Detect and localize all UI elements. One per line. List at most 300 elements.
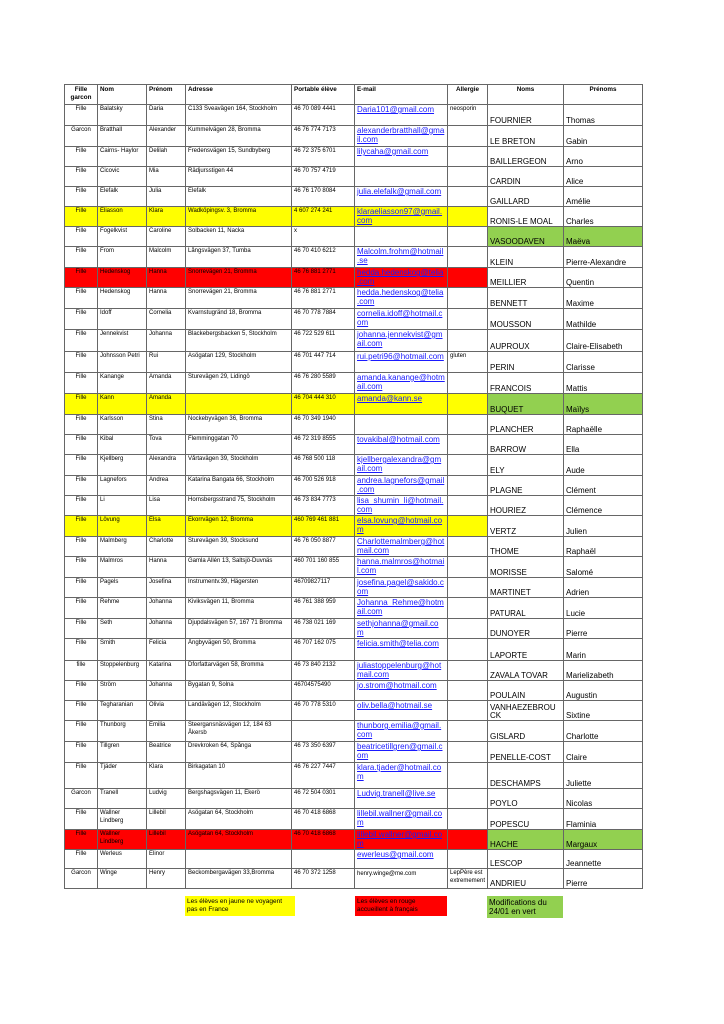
cell-portable: 46 76 774 7173 (292, 126, 355, 147)
cell-nom: Wallner Lindberg (98, 830, 147, 850)
cell-nom: Smith (98, 639, 147, 661)
cell-adresse: Kvarnstugränd 18, Bromma (186, 309, 292, 330)
cell-prenom: Mia (147, 167, 186, 187)
cell-adresse: Nockebyvägen 36, Bromma (186, 415, 292, 435)
cell-fille-garcon: Fille (65, 455, 98, 476)
cell-prenom: Josefina (147, 578, 186, 598)
cell-noms: MORISSE (488, 557, 564, 578)
cell-fille-garcon: Fille (65, 516, 98, 537)
table-row (65, 105, 643, 126)
cell-noms: MEILLIER (488, 268, 564, 288)
cell-prenom: Amanda (147, 394, 186, 415)
cell-prenom: Tova (147, 435, 186, 455)
cell-noms: FOURNIER (488, 105, 564, 126)
cell-prenom: Alexandra (147, 455, 186, 476)
cell-nom: Kanange (98, 373, 147, 394)
cell-email[interactable]: johanna.jennekvist@gmail.com (355, 330, 448, 352)
table-row (65, 227, 643, 247)
cell-email (355, 167, 448, 187)
cell-fille-garcon: Fille (65, 850, 98, 869)
cell-fille-garcon: Fille (65, 352, 98, 373)
table-row (65, 496, 643, 516)
cell-noms: POYLO (488, 789, 564, 809)
cell-prenom: Rui (147, 352, 186, 373)
cell-email[interactable]: lillebil.wallner@gmail.com (355, 809, 448, 830)
cell-noms: PENELLE-COST (488, 742, 564, 763)
cell-prenom: Johanna (147, 681, 186, 701)
cell-noms: DUNOYER (488, 619, 564, 639)
cell-prenom: Elinor (147, 850, 186, 869)
cell-allergie (448, 830, 488, 850)
cell-prenom: Johanna (147, 619, 186, 639)
cell-portable: 46 761 388 959 (292, 598, 355, 619)
cell-prenoms: Maxime (564, 288, 643, 309)
cell-email[interactable]: beatricetillgren@gmail.com (355, 742, 448, 763)
cell-noms: POULAIN (488, 681, 564, 701)
cell-prenoms: Julien (564, 516, 643, 537)
cell-nom: Malmros (98, 557, 147, 578)
cell-prenoms: Marielizabeth (564, 661, 643, 681)
cell-noms: ZAVALA TOVAR (488, 661, 564, 681)
cell-nom: Eliasson (98, 207, 147, 227)
cell-nom: Kibal (98, 435, 147, 455)
cell-fille-garcon: Fille (65, 763, 98, 789)
cell-noms: VANHAEZEBROUCK (488, 701, 564, 721)
cell-email[interactable]: lisa_shumin_li@hotmail.com (355, 496, 448, 516)
table-row (65, 288, 643, 309)
cell-portable: 46 70 778 5310 (292, 701, 355, 721)
cell-nom: Thunborg (98, 721, 147, 742)
cell-email[interactable]: Charlottemalmberg@hotmail.com (355, 537, 448, 557)
cell-prenoms: Aude (564, 455, 643, 476)
cell-prenoms: Raphaël (564, 537, 643, 557)
table-row (65, 681, 643, 701)
cell-portable: 46 738 021 169 (292, 619, 355, 639)
cell-allergie (448, 557, 488, 578)
cell-allergie (448, 598, 488, 619)
cell-nom: Tranell (98, 789, 147, 809)
cell-email[interactable]: andrea.lagnefors@gmail.com (355, 476, 448, 496)
cell-adresse: Asögatan 64, Stockholm (186, 830, 292, 850)
cell-allergie (448, 455, 488, 476)
cell-prenoms: Mattis (564, 373, 643, 394)
cell-portable: 46 72 375 6701 (292, 147, 355, 167)
cell-nom: Idoff (98, 309, 147, 330)
cell-email[interactable]: thunborg.emilia@gmail.com (355, 721, 448, 742)
cell-email[interactable]: kjellbergalexandra@gmail.com (355, 455, 448, 476)
cell-fille-garcon: Fille (65, 435, 98, 455)
cell-portable: 460 701 160 855 (292, 557, 355, 578)
cell-prenom: Klara (147, 207, 186, 227)
legend-red: Les élèves en rouge accueillent à français (355, 896, 447, 916)
cell-allergie (448, 537, 488, 557)
cell-allergie (448, 639, 488, 661)
cell-prenoms: Ella (564, 435, 643, 455)
cell-email[interactable]: amanda.kanange@hotmail.com (355, 373, 448, 394)
cell-allergie (448, 681, 488, 701)
header-nom: Nom (98, 85, 147, 105)
cell-email[interactable]: lillebil.wallner@gmail.com (355, 830, 448, 850)
table-row (65, 147, 643, 167)
cell-email (355, 227, 448, 247)
cell-fille-garcon: Fille (65, 537, 98, 557)
cell-email[interactable]: juliastoppelenburg@hotmail.com (355, 661, 448, 681)
cell-email[interactable]: Johanna_Rehme@hotmail.com (355, 598, 448, 619)
cell-prenoms: Pierre (564, 869, 643, 889)
cell-noms: POPESCU (488, 809, 564, 830)
cell-fille-garcon: Garcon (65, 869, 98, 889)
cell-portable: 46 70 349 1940 (292, 415, 355, 435)
cell-portable: 46 70 418 6868 (292, 830, 355, 850)
cell-nom: Bratthall (98, 126, 147, 147)
cell-prenom: Elsa (147, 516, 186, 537)
table-row (65, 639, 643, 661)
cell-fille-garcon: Fille (65, 268, 98, 288)
cell-allergie (448, 373, 488, 394)
cell-email[interactable]: felicia.smith@telia.com (355, 639, 448, 661)
cell-allergie (448, 476, 488, 496)
cell-portable: 46709827117 (292, 578, 355, 598)
table-row (65, 809, 643, 830)
cell-allergie (448, 394, 488, 415)
cell-adresse (186, 850, 292, 869)
cell-noms: GAILLARD (488, 187, 564, 207)
cell-portable: 46 722 529 611 (292, 330, 355, 352)
students-table (64, 84, 643, 889)
cell-noms: ANDRIEU (488, 869, 564, 889)
cell-noms: BENNETT (488, 288, 564, 309)
table-row (65, 268, 643, 288)
cell-prenom: Stina (147, 415, 186, 435)
cell-nom: Kann (98, 394, 147, 415)
cell-email (355, 415, 448, 435)
cell-fille-garcon: Fille (65, 557, 98, 578)
cell-email[interactable]: rui.petri96@hotmail.com (355, 352, 448, 373)
cell-prenoms: Raphaëlle (564, 415, 643, 435)
cell-adresse: Solbacken 11, Nacka (186, 227, 292, 247)
cell-adresse: Kummelvägen 28, Bromma (186, 126, 292, 147)
cell-portable: 46 76 050 8877 (292, 537, 355, 557)
cell-prenom: Johanna (147, 330, 186, 352)
cell-allergie (448, 496, 488, 516)
table-row (65, 742, 643, 763)
cell-email[interactable]: hedda.hedenskog@telia.com (355, 268, 448, 288)
cell-prenom: Katarina (147, 661, 186, 681)
cell-allergie (448, 268, 488, 288)
cell-fille-garcon: Fille (65, 598, 98, 619)
cell-portable: 460 769 461 881 (292, 516, 355, 537)
cell-adresse: Vårtavägen 39, Stockholm (186, 455, 292, 476)
cell-noms: MOUSSON (488, 309, 564, 330)
table-row (65, 330, 643, 352)
legend-yellow: Les élèves en jaune ne voyagent pas en France (185, 896, 295, 916)
cell-fille-garcon: Fille (65, 496, 98, 516)
table-row (65, 373, 643, 394)
cell-prenom: Johanna (147, 598, 186, 619)
cell-nom: Wallner Lindberg (98, 809, 147, 830)
cell-prenom: Daria (147, 105, 186, 126)
cell-noms: LAPORTE (488, 639, 564, 661)
cell-portable: 46 76 170 8084 (292, 187, 355, 207)
cell-allergie (448, 187, 488, 207)
table-row (65, 187, 643, 207)
cell-noms: AUPROUX (488, 330, 564, 352)
cell-email[interactable]: julia.elefalk@gmail.com (355, 187, 448, 207)
cell-email[interactable]: ewerleus@gmail.com (355, 850, 448, 869)
cell-prenom: Charlotte (147, 537, 186, 557)
cell-fille-garcon: Fille (65, 247, 98, 268)
table-row (65, 789, 643, 809)
cell-prenom: Klara (147, 763, 186, 789)
cell-prenoms: Marin (564, 639, 643, 661)
cell-prenom: Julia (147, 187, 186, 207)
cell-prenoms: Amélie (564, 187, 643, 207)
cell-adresse: Steergansnäsvägen 12, 184 63 Åkersb (186, 721, 292, 742)
cell-noms: PERIN (488, 352, 564, 373)
cell-email[interactable]: klaraeliasson97@gmail.com (355, 207, 448, 227)
table-row (65, 352, 643, 373)
cell-allergie (448, 330, 488, 352)
cell-allergie (448, 721, 488, 742)
cell-nom: Pagels (98, 578, 147, 598)
cell-noms: RONIS-LE MOAL (488, 207, 564, 227)
cell-fille-garcon: Fille (65, 105, 98, 126)
cell-fille-garcon: Fille (65, 476, 98, 496)
cell-adresse: Fredensvägen 15, Sundbyberg (186, 147, 292, 167)
cell-allergie (448, 415, 488, 435)
cell-nom: Hedenskog (98, 268, 147, 288)
cell-allergie (448, 309, 488, 330)
cell-adresse: C133 Sveavägen 164, Stockholm (186, 105, 292, 126)
header-noms: Noms (488, 85, 564, 105)
cell-allergie (448, 619, 488, 639)
cell-prenoms: Thomas (564, 105, 643, 126)
cell-prenoms: Alice (564, 167, 643, 187)
table-row (65, 394, 643, 415)
cell-noms: HOURIEZ (488, 496, 564, 516)
cell-prenoms: Gabin (564, 126, 643, 147)
cell-prenoms: Flaminia (564, 809, 643, 830)
cell-email[interactable]: josefina.pagel@sakido.com (355, 578, 448, 598)
cell-portable: 46 768 500 118 (292, 455, 355, 476)
cell-noms: VERTZ (488, 516, 564, 537)
cell-prenoms: Pierre (564, 619, 643, 639)
cell-email[interactable]: Daria101@gmail.com (355, 105, 448, 126)
cell-prenom: Emilia (147, 721, 186, 742)
table-row (65, 578, 643, 598)
cell-allergie (448, 435, 488, 455)
cell-portable: 46 76 881 2771 (292, 288, 355, 309)
cell-fille-garcon: Fille (65, 809, 98, 830)
cell-nom: From (98, 247, 147, 268)
cell-noms: DESCHAMPS (488, 763, 564, 789)
cell-email[interactable]: jo.strom@hotmail.com (355, 681, 448, 701)
cell-email[interactable]: hanna.malmros@hotmail.com (355, 557, 448, 578)
cell-email[interactable]: sethjohanna@gmail.com (355, 619, 448, 639)
cell-email[interactable]: elsa.lovung@hotmail.com (355, 516, 448, 537)
cell-noms: BAILLERGEON (488, 147, 564, 167)
cell-fille-garcon: Fille (65, 681, 98, 701)
cell-adresse: Sturevägen 39, Stocksund (186, 537, 292, 557)
cell-adresse: Ångbyvägen 50, Bromma (186, 639, 292, 661)
cell-adresse: Långsvägen 37, Tumba (186, 247, 292, 268)
cell-nom: Seth (98, 619, 147, 639)
cell-noms: MARTINET (488, 578, 564, 598)
cell-fille-garcon: Fille (65, 288, 98, 309)
cell-noms: THOME (488, 537, 564, 557)
cell-noms: GISLARD (488, 721, 564, 742)
cell-nom: Stoppelenburg (98, 661, 147, 681)
cell-allergie (448, 126, 488, 147)
table-row (65, 721, 643, 742)
cell-noms: BARROW (488, 435, 564, 455)
cell-email[interactable]: lilycaha@gmail.com (355, 147, 448, 167)
table-row (65, 763, 643, 789)
cell-prenoms: Clarisse (564, 352, 643, 373)
cell-portable: 46 70 372 1258 (292, 869, 355, 889)
table-row (65, 661, 643, 681)
cell-fille-garcon: Fille (65, 619, 98, 639)
cell-allergie (448, 207, 488, 227)
legend-green: Modifications du 24/01 en vert (487, 896, 563, 918)
cell-portable: 46 707 162 075 (292, 639, 355, 661)
cell-adresse: Bygatan 9, Solna (186, 681, 292, 701)
cell-fille-garcon: Garcon (65, 789, 98, 809)
cell-nom: Johnsson Petri (98, 352, 147, 373)
cell-email[interactable]: cornelia.idoff@hotmail.com (355, 309, 448, 330)
cell-prenoms: Maëva (564, 227, 643, 247)
table-row (65, 619, 643, 639)
cell-adresse (186, 394, 292, 415)
header-allergie: Allergie (448, 85, 488, 105)
cell-adresse: Blackebergsbacken 5, Stockholm (186, 330, 292, 352)
cell-fille-garcon: Fille (65, 578, 98, 598)
cell-nom: Rehme (98, 598, 147, 619)
cell-portable: 46704575490 (292, 681, 355, 701)
cell-prenoms: Clément (564, 476, 643, 496)
cell-prenoms: Adrien (564, 578, 643, 598)
cell-email[interactable]: hedda.hedenskog@telia.com (355, 288, 448, 309)
cell-prenoms: Claire-Elisabeth (564, 330, 643, 352)
cell-prenoms: Charlotte (564, 721, 643, 742)
cell-portable: 46 72 504 0301 (292, 789, 355, 809)
cell-prenom: Amanda (147, 373, 186, 394)
cell-noms: LE BRETON (488, 126, 564, 147)
cell-adresse: Birkagatan 10 (186, 763, 292, 789)
cell-email[interactable]: oliv.bella@hotmail.se (355, 701, 448, 721)
cell-allergie: neosporin (448, 105, 488, 126)
cell-nom: Winge (98, 869, 147, 889)
cell-nom: Tillgren (98, 742, 147, 763)
cell-portable: 46 73 840 2132 (292, 661, 355, 681)
cell-email[interactable]: amanda@kann.se (355, 394, 448, 415)
cell-nom: Malmberg (98, 537, 147, 557)
cell-prenom: Ludvig (147, 789, 186, 809)
header-portable: Portable élève (292, 85, 355, 105)
cell-fille-garcon: Fille (65, 639, 98, 661)
cell-nom: Lagnefors (98, 476, 147, 496)
cell-fille-garcon: Fille (65, 394, 98, 415)
cell-adresse: Flemminggatan 70 (186, 435, 292, 455)
cell-prenom: Hanna (147, 268, 186, 288)
cell-portable: 46 70 410 6212 (292, 247, 355, 268)
cell-fille-garcon: Fille (65, 330, 98, 352)
cell-portable (292, 850, 355, 869)
cell-fille-garcon: Garcon (65, 126, 98, 147)
cell-prenoms: Pierre-Alexandre (564, 247, 643, 268)
table-row (65, 516, 643, 537)
cell-prenom: Henry (147, 869, 186, 889)
cell-allergie (448, 850, 488, 869)
table-row (65, 455, 643, 476)
cell-portable: 46 70 778 7884 (292, 309, 355, 330)
table-row (65, 869, 643, 889)
cell-prenoms: Lucie (564, 598, 643, 619)
table-row (65, 537, 643, 557)
cell-portable: 46 704 444 310 (292, 394, 355, 415)
cell-prenom: Lisa (147, 496, 186, 516)
cell-adresse: Katarina Bangata 66, Stockholm (186, 476, 292, 496)
cell-allergie (448, 809, 488, 830)
cell-allergie (448, 288, 488, 309)
cell-prenoms: Sixtine (564, 701, 643, 721)
cell-adresse: Snorrevägen 21, Bromma (186, 268, 292, 288)
cell-fille-garcon: Fille (65, 227, 98, 247)
cell-adresse: Landävägen 12, Stockholm (186, 701, 292, 721)
cell-portable: x (292, 227, 355, 247)
cell-email[interactable]: klara.tjader@hotmail.com (355, 763, 448, 789)
cell-prenoms: Maïlys (564, 394, 643, 415)
cell-adresse: Beckombergavägen 33,Bromma (186, 869, 292, 889)
cell-fille-garcon: Fille (65, 701, 98, 721)
cell-prenoms: Augustin (564, 681, 643, 701)
cell-portable: 46 76 280 5589 (292, 373, 355, 394)
cell-allergie (448, 578, 488, 598)
table-row (65, 830, 643, 850)
cell-fille-garcon: Fille (65, 187, 98, 207)
header-prenoms: Prénoms (564, 85, 643, 105)
cell-allergie (448, 247, 488, 268)
cell-prenom: Lillebil (147, 809, 186, 830)
cell-fille-garcon: Fille (65, 830, 98, 850)
table-row (65, 247, 643, 268)
cell-portable: 46 701 447 714 (292, 352, 355, 373)
cell-fille-garcon: Fille (65, 147, 98, 167)
cell-prenoms: Mathilde (564, 309, 643, 330)
table-row (65, 167, 643, 187)
cell-email[interactable]: Malcolm.frohm@hotmail.se (355, 247, 448, 268)
cell-prenoms: Charles (564, 207, 643, 227)
table-row (65, 415, 643, 435)
cell-prenoms: Nicolas (564, 789, 643, 809)
cell-nom: Cairns- Haylor (98, 147, 147, 167)
cell-noms: VASOODAVEN (488, 227, 564, 247)
cell-email[interactable]: tovakibal@hotmail.com (355, 435, 448, 455)
cell-nom: Ström (98, 681, 147, 701)
cell-allergie (448, 147, 488, 167)
cell-allergie (448, 661, 488, 681)
table-row (65, 598, 643, 619)
table-row (65, 701, 643, 721)
cell-prenom: Beatrice (147, 742, 186, 763)
cell-portable: 46 70 089 4441 (292, 105, 355, 126)
cell-prenom: Hanna (147, 288, 186, 309)
cell-fille-garcon: Fille (65, 721, 98, 742)
cell-portable: 46 70 418 6868 (292, 809, 355, 830)
cell-email[interactable]: alexanderbratthall@gmail.com (355, 126, 448, 147)
table-row (65, 126, 643, 147)
cell-email[interactable]: Ludvig.tranell@live.se (355, 789, 448, 809)
